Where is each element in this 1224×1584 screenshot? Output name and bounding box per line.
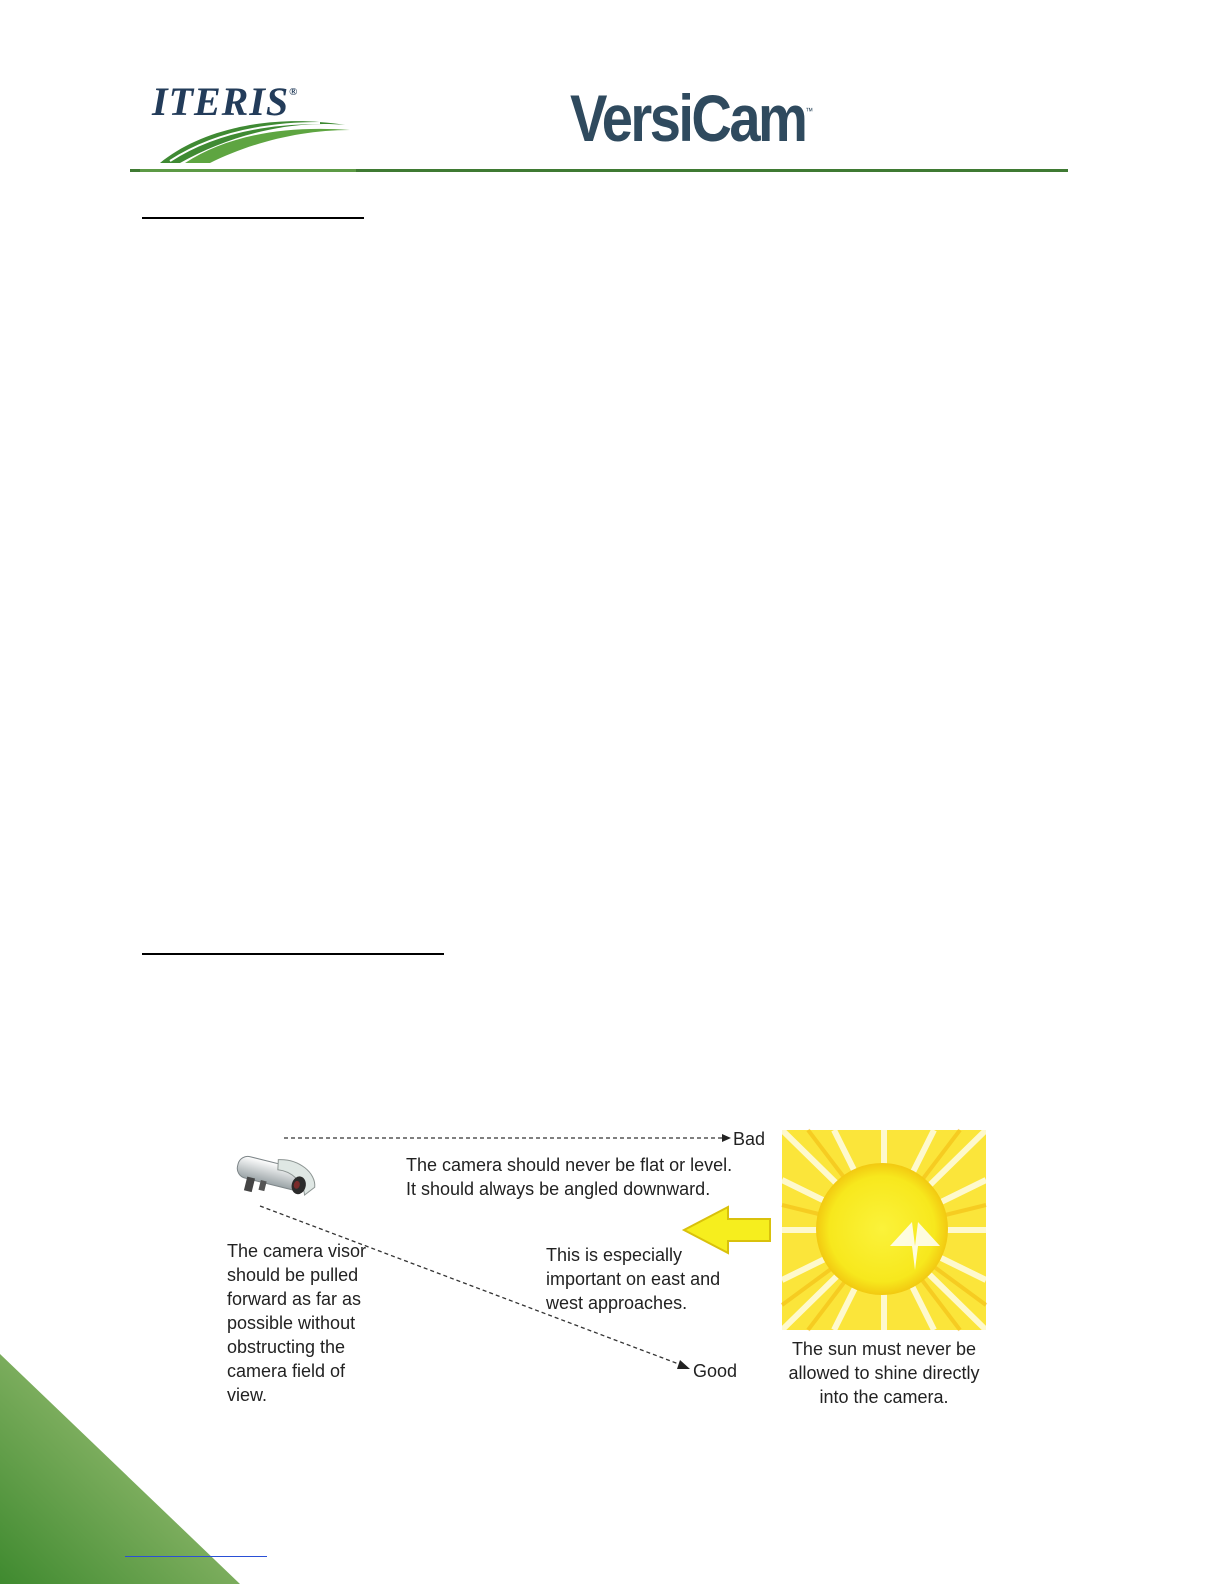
corner-decoration	[0, 1354, 240, 1584]
bad-label: Bad	[733, 1129, 766, 1149]
camera-angle-note: The camera should never be flat or level. It should always be angled downward.	[406, 1155, 733, 1199]
good-label: Good	[693, 1361, 738, 1381]
bad-direction-arrow	[284, 1134, 731, 1142]
approach-note: This is especially important on east and west approaches.	[546, 1245, 721, 1313]
camera-visor-note: The camera visor should be pulled forward as far as possible without obstructing the camera field of view.	[227, 1241, 367, 1405]
security-camera-icon	[232, 1149, 319, 1207]
versicam-logo-text: VersiCam™	[570, 81, 813, 155]
sun-warning-note: The sun must never be allowed to shine directly into the camera.	[788, 1339, 980, 1407]
iteris-logo-text: ITERIS®	[152, 79, 299, 124]
sun-icon	[782, 1130, 986, 1330]
footer-link[interactable]	[125, 1556, 267, 1557]
